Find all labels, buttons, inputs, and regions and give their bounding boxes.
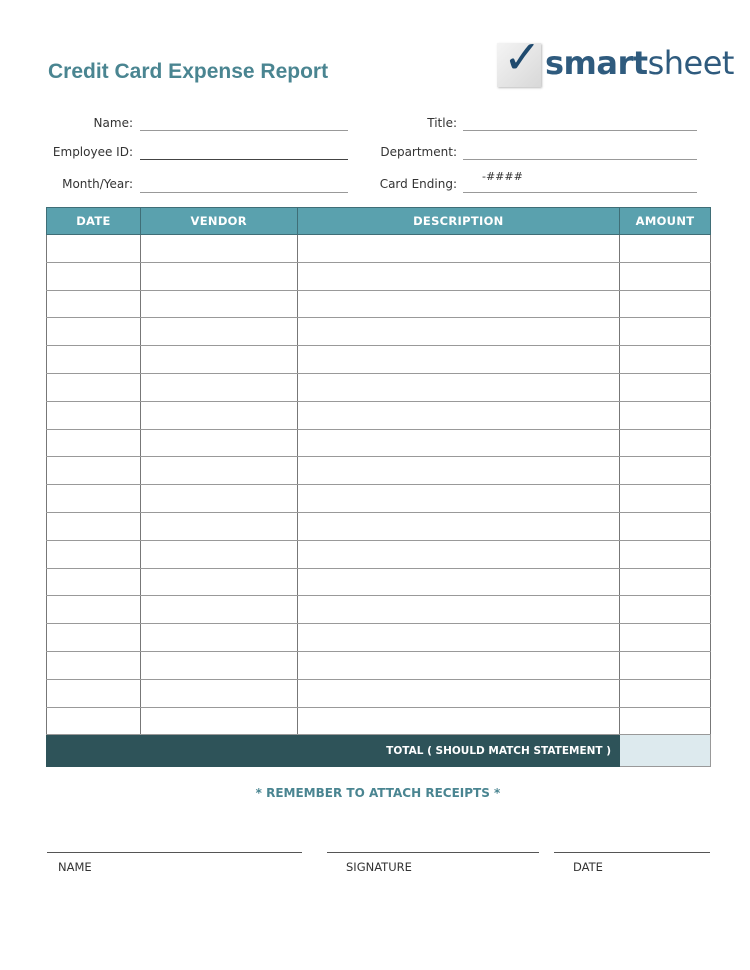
amount-cell[interactable] — [620, 457, 711, 485]
date-cell[interactable] — [47, 401, 141, 429]
employee-id-label: Employee ID: — [52, 145, 133, 159]
table-row — [47, 429, 711, 457]
amount-cell[interactable] — [620, 318, 711, 346]
name-signature-line[interactable] — [47, 852, 302, 853]
date-cell[interactable] — [47, 346, 141, 374]
vendor-cell[interactable] — [140, 290, 297, 318]
logo-text-bold: smart — [545, 44, 648, 82]
reminder-text: * REMEMBER TO ATTACH RECEIPTS * — [255, 786, 501, 800]
name-label: Name: — [93, 116, 133, 130]
table-header-row — [47, 208, 711, 235]
vendor-cell[interactable] — [140, 540, 297, 568]
description-cell[interactable] — [297, 401, 619, 429]
page-title: Credit Card Expense Report — [48, 60, 329, 83]
table-row — [47, 512, 711, 540]
vendor-cell[interactable] — [140, 596, 297, 624]
card-ending-hint: -#### — [482, 170, 523, 183]
card-ending-label: Card Ending: — [379, 177, 457, 191]
table-row — [47, 540, 711, 568]
date-signature-label: DATE — [573, 860, 603, 874]
vendor-cell[interactable] — [140, 429, 297, 457]
description-cell[interactable] — [297, 262, 619, 290]
table-row — [47, 624, 711, 652]
date-cell[interactable] — [47, 235, 141, 263]
vendor-cell[interactable] — [140, 512, 297, 540]
date-cell[interactable] — [47, 262, 141, 290]
description-cell[interactable] — [297, 290, 619, 318]
vendor-cell[interactable] — [140, 485, 297, 513]
amount-cell[interactable] — [620, 512, 711, 540]
vendor-cell[interactable] — [140, 707, 297, 735]
date-cell[interactable] — [47, 596, 141, 624]
description-cell[interactable] — [297, 346, 619, 374]
amount-cell[interactable] — [620, 707, 711, 735]
description-cell[interactable] — [297, 651, 619, 679]
amount-cell[interactable] — [620, 290, 711, 318]
amount-cell[interactable] — [620, 429, 711, 457]
vendor-cell[interactable] — [140, 457, 297, 485]
name-signature-label: NAME — [58, 860, 92, 874]
amount-cell[interactable] — [620, 373, 711, 401]
table-row — [47, 568, 711, 596]
amount-cell[interactable] — [620, 651, 711, 679]
logo-text — [545, 44, 734, 82]
signature-label: SIGNATURE — [346, 860, 412, 874]
vendor-cell[interactable] — [140, 401, 297, 429]
title-field[interactable] — [463, 130, 697, 131]
table-row — [47, 318, 711, 346]
amount-cell[interactable] — [620, 485, 711, 513]
date-cell[interactable] — [47, 457, 141, 485]
date-cell[interactable] — [47, 540, 141, 568]
checkmark-icon: ✓ — [503, 30, 542, 84]
table-row — [47, 235, 711, 263]
description-cell[interactable] — [297, 512, 619, 540]
vendor-cell[interactable] — [140, 235, 297, 263]
description-cell[interactable] — [297, 429, 619, 457]
table-row — [47, 707, 711, 735]
signature-line[interactable] — [327, 852, 539, 853]
month-year-label: Month/Year: — [62, 177, 133, 191]
logo-text-regular: sheet — [647, 44, 734, 82]
month-year-field[interactable] — [140, 192, 348, 193]
description-cell[interactable] — [297, 707, 619, 735]
date-cell[interactable] — [47, 512, 141, 540]
description-cell[interactable] — [297, 373, 619, 401]
date-cell[interactable] — [47, 290, 141, 318]
vendor-cell[interactable] — [140, 679, 297, 707]
date-cell[interactable] — [47, 373, 141, 401]
table-row — [47, 651, 711, 679]
table-row — [47, 457, 711, 485]
vendor-cell[interactable] — [140, 373, 297, 401]
total-amount-cell[interactable] — [620, 735, 711, 767]
description-cell[interactable] — [297, 568, 619, 596]
description-cell[interactable] — [297, 596, 619, 624]
date-cell[interactable] — [47, 568, 141, 596]
table-row — [47, 290, 711, 318]
vendor-cell[interactable] — [140, 262, 297, 290]
description-cell[interactable] — [297, 485, 619, 513]
vendor-cell[interactable] — [140, 346, 297, 374]
table-row — [47, 596, 711, 624]
table-row — [47, 373, 711, 401]
date-cell[interactable] — [47, 485, 141, 513]
amount-cell[interactable] — [620, 346, 711, 374]
date-cell[interactable] — [47, 318, 141, 346]
description-cell[interactable] — [297, 457, 619, 485]
description-cell[interactable] — [297, 624, 619, 652]
column-header-description: DESCRIPTION — [297, 208, 619, 235]
amount-cell[interactable] — [620, 568, 711, 596]
column-header-amount: AMOUNT — [620, 208, 711, 235]
name-field[interactable] — [140, 130, 348, 131]
vendor-cell[interactable] — [140, 651, 297, 679]
amount-cell[interactable] — [620, 235, 711, 263]
table-row — [47, 346, 711, 374]
amount-cell[interactable] — [620, 624, 711, 652]
total-row — [47, 735, 711, 767]
vendor-cell[interactable] — [140, 318, 297, 346]
table-row — [47, 401, 711, 429]
table-row — [47, 262, 711, 290]
description-cell[interactable] — [297, 540, 619, 568]
department-label: Department: — [380, 145, 457, 159]
title-label: Title: — [427, 116, 457, 130]
amount-cell[interactable] — [620, 540, 711, 568]
amount-cell[interactable] — [620, 262, 711, 290]
smartsheet-logo — [497, 30, 734, 92]
department-field[interactable] — [463, 159, 697, 160]
amount-cell[interactable] — [620, 679, 711, 707]
table-row — [47, 485, 711, 513]
date-cell[interactable] — [47, 707, 141, 735]
employee-id-field[interactable] — [140, 159, 348, 160]
expense-table — [46, 207, 711, 767]
amount-cell[interactable] — [620, 401, 711, 429]
card-ending-field[interactable] — [463, 192, 697, 193]
date-signature-line[interactable] — [554, 852, 710, 853]
date-cell[interactable] — [47, 624, 141, 652]
date-cell[interactable] — [47, 429, 141, 457]
date-cell[interactable] — [47, 679, 141, 707]
amount-cell[interactable] — [620, 596, 711, 624]
description-cell[interactable] — [297, 679, 619, 707]
description-cell[interactable] — [297, 318, 619, 346]
vendor-cell[interactable] — [140, 624, 297, 652]
table-row — [47, 679, 711, 707]
column-header-vendor: VENDOR — [140, 208, 297, 235]
date-cell[interactable] — [47, 651, 141, 679]
vendor-cell[interactable] — [140, 568, 297, 596]
total-label: TOTAL ( SHOULD MATCH STATEMENT ) — [47, 735, 620, 767]
column-header-date: DATE — [47, 208, 141, 235]
description-cell[interactable] — [297, 235, 619, 263]
